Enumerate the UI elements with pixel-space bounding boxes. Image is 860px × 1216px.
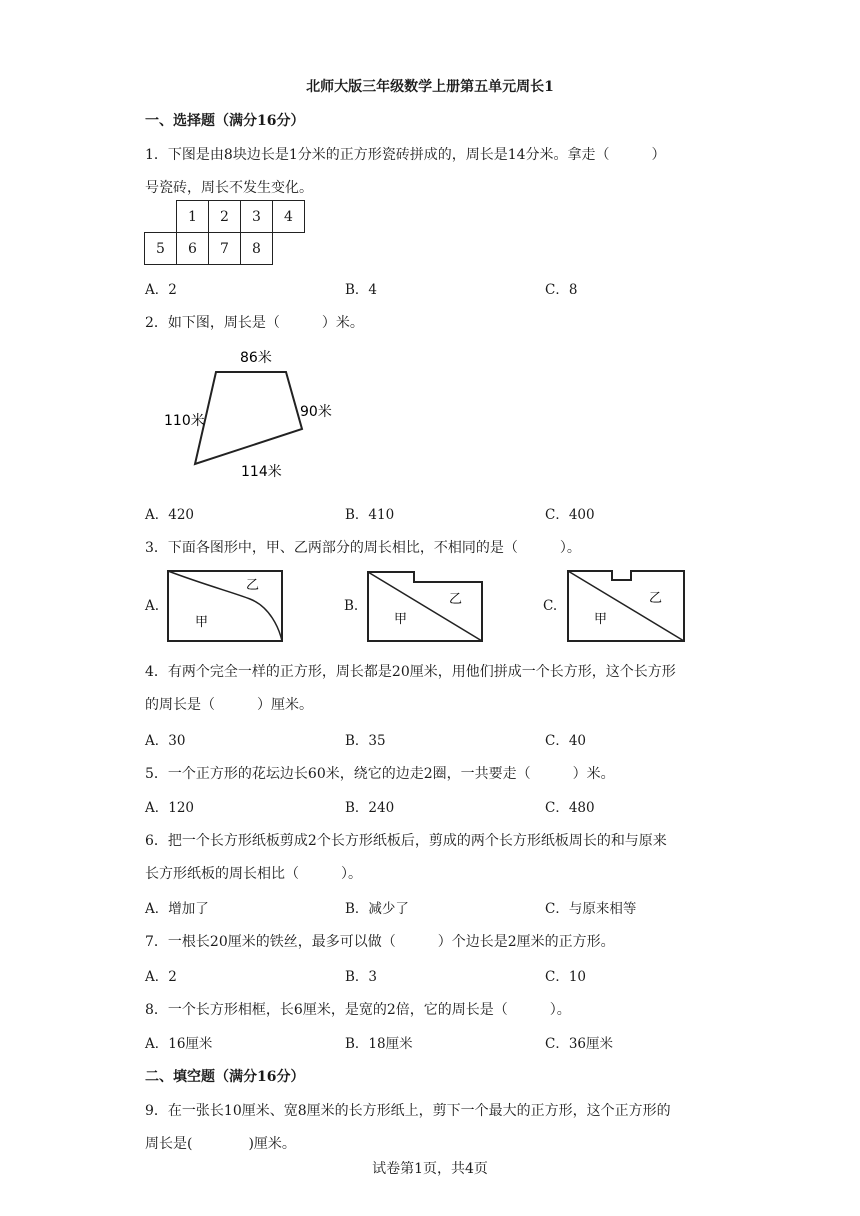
side-label-bottom: 114米 [241, 464, 282, 480]
tile-1: 1 [177, 201, 209, 233]
question-7-option-b: B．3 [345, 969, 378, 985]
part-jia-label: 甲 [195, 615, 209, 630]
question-3-label-a: A. [145, 598, 160, 614]
question-6-text-line1: 6．把一个长方形纸板剪成2个长方形纸板后，剪成的两个长方形纸板周长的和与原来 [145, 833, 667, 849]
empty-cell [145, 201, 177, 233]
question-1-text-line1: 1．下图是由8块边长是1分米的正方形瓷砖拼成的，周长是14分米。拿走（ ） [145, 147, 666, 163]
question-3-label-b: B. [344, 598, 359, 614]
question-3-text: 3．下面各图形中，甲、乙两部分的周长相比，不相同的是（ ）。 [145, 540, 581, 556]
question-1-option-b: B．4 [345, 282, 378, 298]
part-yi-label: 乙 [449, 592, 463, 607]
question-1-text-line2: 号瓷砖，周长不发生变化。 [145, 180, 313, 196]
side-label-right: 90米 [300, 404, 332, 420]
question-7-text: 7．一根长20厘米的铁丝，最多可以做（ ）个边长是2厘米的正方形。 [145, 934, 615, 950]
question-4-text-line2: 的周长是（ ）厘米。 [145, 697, 313, 713]
question-6-option-a: A．增加了 [145, 901, 209, 917]
dividing-diagonal [568, 571, 684, 641]
tile-6: 6 [177, 233, 209, 265]
question-6-option-c: C．与原来相等 [545, 901, 637, 917]
page-footer: 试卷第1页，共4页 [372, 1161, 488, 1177]
tile-grid-figure [144, 200, 305, 265]
part-yi-label: 乙 [649, 591, 663, 606]
question-1-option-a: A．2 [145, 282, 177, 298]
side-label-top: 86米 [240, 350, 272, 366]
question-1-option-c: C．8 [545, 282, 578, 298]
question-8-option-c: C．36厘米 [545, 1036, 614, 1052]
dividing-curve [168, 571, 282, 641]
question-4-option-a: A．30 [145, 733, 186, 749]
question-4-option-c: C．40 [545, 733, 587, 749]
question-7-option-c: C．10 [545, 969, 587, 985]
figure-a [165, 568, 287, 644]
tile-5: 5 [145, 233, 177, 265]
tile-4: 4 [273, 201, 305, 233]
section-heading-choice: 一、选择题（满分16分） [145, 113, 305, 129]
figure-c [564, 568, 688, 644]
question-7-option-a: A．2 [145, 969, 177, 985]
page-title: 北师大版三年级数学上册第五单元周长1 [306, 79, 554, 95]
question-5-option-c: C．480 [545, 800, 595, 816]
part-jia-label: 甲 [394, 612, 408, 627]
tile-8: 8 [241, 233, 273, 265]
question-9-text-line1: 9．在一张长10厘米、宽8厘米的长方形纸上，剪下一个最大的正方形，这个正方形的 [145, 1103, 671, 1119]
question-6-text-line2: 长方形纸板的周长相比（ ）。 [145, 866, 362, 882]
question-6-option-b: B．减少了 [345, 901, 409, 917]
question-5-option-b: B．240 [345, 800, 395, 816]
question-3-label-c: C. [543, 598, 558, 614]
tile-2: 2 [209, 201, 241, 233]
question-2-option-a: A．420 [145, 507, 195, 523]
empty-cell [273, 233, 305, 265]
quadrilateral-shape [195, 372, 302, 464]
question-2-option-c: C．400 [545, 507, 595, 523]
question-8-option-b: B．18厘米 [345, 1036, 413, 1052]
question-4-option-b: B．35 [345, 733, 386, 749]
part-yi-label: 乙 [246, 578, 260, 593]
question-2-option-b: B．410 [345, 507, 395, 523]
question-9-text-line2: 周长是( )厘米。 [145, 1136, 296, 1152]
question-8-text: 8．一个长方形相框，长6厘米，是宽的2倍，它的周长是（ ）。 [145, 1002, 571, 1018]
question-8-option-a: A．16厘米 [145, 1036, 213, 1052]
question-4-text-line1: 4．有两个完全一样的正方形，周长都是20厘米，用他们拼成一个长方形，这个长方形 [145, 664, 676, 680]
part-jia-label: 甲 [594, 612, 608, 627]
question-2-text: 2．如下图，周长是（ ）米。 [145, 315, 364, 331]
figure-b [364, 568, 486, 644]
quadrilateral-figure [150, 340, 350, 485]
question-5-option-a: A．120 [145, 800, 195, 816]
section-heading-fill: 二、填空题（满分16分） [145, 1069, 305, 1085]
question-5-text: 5．一个正方形的花坛边长60米，绕它的边走2圈，一共要走（ ）米。 [145, 766, 615, 782]
tile-3: 3 [241, 201, 273, 233]
tile-7: 7 [209, 233, 241, 265]
side-label-left: 110米 [164, 413, 205, 429]
